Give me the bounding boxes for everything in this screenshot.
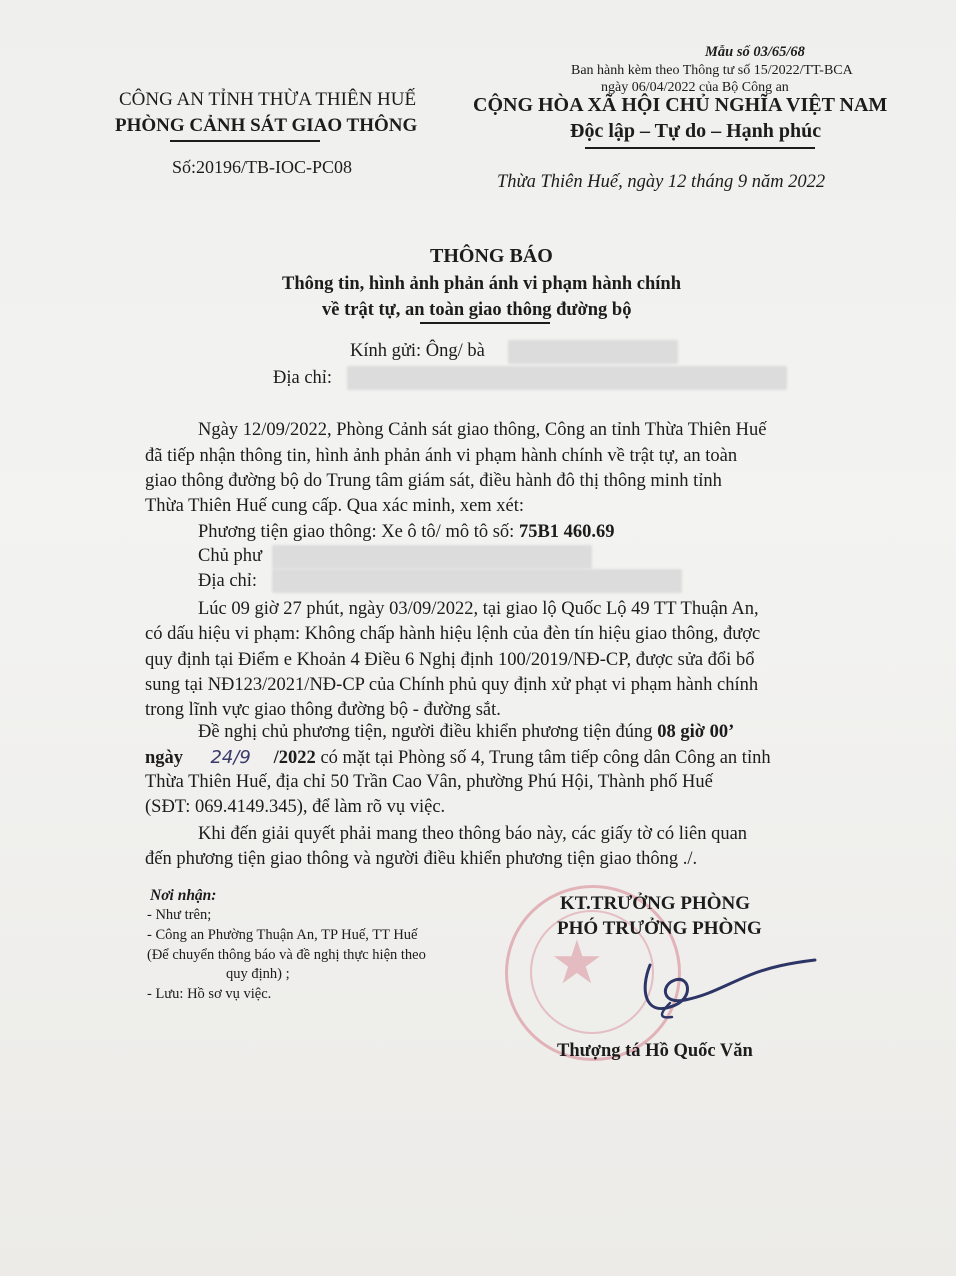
signature-line-2: PHÓ TRƯỞNG PHÒNG <box>557 918 762 939</box>
para2-line4: sung tại NĐ123/2021/NĐ-CP của Chính phủ quy định xử phạt vi phạm hành chính <box>145 675 759 695</box>
vehicle-plate: 75B1 460.69 <box>518 522 615 542</box>
doc-subtitle-1: Thông tin, hình ảnh phản ánh vi phạm hành chính <box>282 274 681 294</box>
para1-line2: đã tiếp nhận thông tin, hình ảnh phản ánh vi phạm hành chính về trật tự, an toàn <box>145 446 738 466</box>
subtitle-underline <box>420 322 550 324</box>
signature-line-1: KT.TRƯỞNG PHÒNG <box>560 893 750 914</box>
owner-address-label: Địa chỉ: <box>198 571 258 591</box>
recipients-item-3: (Để chuyển thông báo và đề nghị thực hiện theo <box>147 947 426 963</box>
vehicle-label: Phương tiện giao thông: Xe ô tô/ mô tô số: <box>198 522 519 542</box>
doc-number: Số:20196/TB-IOC-PC08 <box>172 157 353 177</box>
recipients-item-1: - Như trên; <box>147 907 212 923</box>
doc-title: THÔNG BÁO <box>430 245 553 267</box>
nation-motto: Độc lập – Tự do – Hạnh phúc <box>570 120 822 142</box>
para3-line2 <box>145 747 771 769</box>
para3-line4: (SĐT: 069.4149.345), để làm rõ vụ việc. <box>145 797 446 817</box>
recipient-address-label: Địa chỉ: <box>273 368 333 388</box>
signer-name: Thượng tá Hồ Quốc Văn <box>557 1041 753 1061</box>
recipients-item-2: - Công an Phường Thuận An, TP Huế, TT Huế <box>147 927 418 943</box>
para4-line1: Khi đến giải quyết phải mang theo thông báo này, các giấy tờ có liên quan <box>198 824 748 844</box>
para3-line2-rest: có mặt tại Phòng số 4, Trung tâm tiếp công dân Công an tỉnh <box>315 748 771 768</box>
nation-name: CỘNG HÒA XÃ HỘI CHỦ NGHĨA VIỆT NAM <box>473 94 888 116</box>
recipients-heading: Nơi nhận: <box>150 887 217 904</box>
para3-line1 <box>198 722 734 743</box>
para2-line3: quy định tại Điểm e Khoản 4 Điều 6 Nghị định 100/2019/NĐ-CP, được sửa đổi bổ <box>145 650 755 670</box>
appointment-year: /2022 <box>273 748 316 768</box>
para4-line2: đến phương tiện giao thông và người điều khiển phương tiện giao thông ./. <box>145 849 698 869</box>
appointment-time: 08 giờ 00’ <box>657 722 735 742</box>
agency-unit: PHÒNG CẢNH SÁT GIAO THÔNG <box>115 115 418 136</box>
vehicle-line <box>198 522 615 543</box>
redacted-owner-name <box>272 545 592 569</box>
appointment-handwritten-date: 24/9 <box>210 747 251 768</box>
recipient-label: Kính gửi: Ông/ bà <box>350 341 485 361</box>
agency-underline <box>170 140 320 142</box>
recipients-item-4: quy định) ; <box>226 966 290 982</box>
appointment-day-label: ngày <box>145 748 184 768</box>
seal-star-icon: ★ <box>550 928 604 998</box>
recipients-item-5: - Lưu: Hồ sơ vụ việc. <box>147 986 272 1002</box>
para1-line1: Ngày 12/09/2022, Phòng Cảnh sát giao thông, Công an tỉnh Thừa Thiên Huế <box>198 420 767 440</box>
doc-subtitle-2: về trật tự, an toàn giao thông đường bộ <box>322 300 632 320</box>
issued-line-2: ngày 06/04/2022 của Bộ Công an <box>601 80 789 95</box>
para1-line4: Thừa Thiên Huế cung cấp. Qua xác minh, xem xét: <box>145 496 525 516</box>
issued-line-1: Ban hành kèm theo Thông tư số 15/2022/TT-BCA <box>571 63 853 78</box>
handwritten-signature <box>600 945 830 1025</box>
para3-line3: Thừa Thiên Huế, địa chỉ 50 Trần Cao Vân, phường Phú Hội, Thành phố Huế <box>145 772 713 792</box>
redacted-owner-address <box>272 569 682 593</box>
owner-label: Chủ phư <box>198 546 262 566</box>
form-code: Mẫu số 03/65/68 <box>705 44 805 60</box>
place-date: Thừa Thiên Huế, ngày 12 tháng 9 năm 2022 <box>497 172 826 192</box>
redacted-recipient-name <box>508 340 678 364</box>
para2-line1: Lúc 09 giờ 27 phút, ngày 03/09/2022, tại giao lộ Quốc Lộ 49 TT Thuận An, <box>198 599 759 619</box>
para2-line2: có dấu hiệu vi phạm: Không chấp hành hiệu lệnh của đèn tín hiệu giao thông, được <box>145 624 761 644</box>
agency-parent: CÔNG AN TỈNH THỪA THIÊN HUẾ <box>119 89 417 110</box>
redacted-recipient-address <box>347 366 787 390</box>
para3-text: Đề nghị chủ phương tiện, người điều khiển phương tiện đúng <box>198 722 658 742</box>
para1-line3: giao thông đường bộ do Trung tâm giám sát, điều hành đô thị thông minh tỉnh <box>145 471 722 491</box>
para2-line5: trong lĩnh vực giao thông đường bộ - đường sắt. <box>145 700 501 720</box>
motto-underline <box>585 147 815 149</box>
